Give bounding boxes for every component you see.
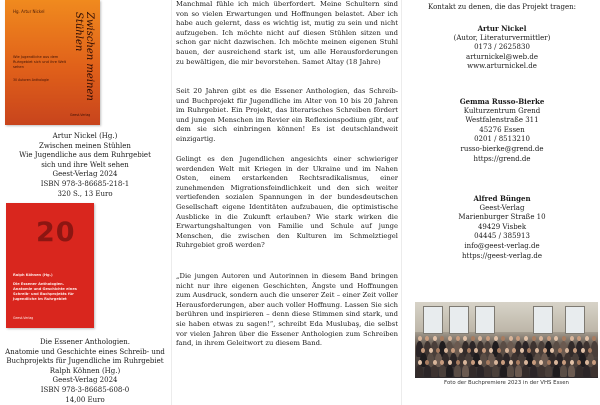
quote-paragraph: Manchmal fühle ich mich überfordert. Meine Schultern sind von so vielen Erwartungen und Hoffnungen belastet. Aber ich habe auch gelernt, dass es wichtig ist, mutig zu sein und nicht aufzugeben. Ich möchte nicht auf diesen Stühlen sitzen und schon gar nicht dazwischen. Ich möchte meinen eigenen Stuhl bauen, der ausreichend stark ist, um alle Herausforderungen zu bewältigen, die mir bevorstehen. Samet Altay (18 Jahre) — [176, 0, 398, 66]
photo-person-head — [573, 348, 577, 353]
contact-org: Kulturzentrum Grend — [463, 106, 541, 115]
photo-person-head — [448, 336, 452, 341]
photo-person-head — [429, 348, 433, 353]
photo-person-head — [440, 336, 444, 341]
photo-window — [565, 306, 585, 334]
photo-person — [469, 365, 476, 377]
photo-person — [454, 365, 461, 377]
contact-email-link[interactable]: russo-bierke@grend.de — [460, 144, 544, 153]
fold-line — [401, 0, 402, 405]
photo-person-head — [509, 360, 513, 365]
photo-person-head — [494, 336, 498, 341]
photo-person-head — [456, 360, 460, 365]
photo-person-head — [418, 336, 422, 341]
contact-gemma-russo-bierke — [404, 97, 600, 164]
photo-person-head — [558, 348, 562, 353]
contact-street: Marienburger Straße 10 — [458, 213, 546, 222]
photo-person-head — [532, 336, 536, 341]
photo-person-head — [562, 360, 566, 365]
book-info-1 — [0, 132, 170, 199]
photo-person-head — [425, 336, 429, 341]
contact-org: Geest-Verlag — [479, 203, 525, 212]
photo-person-head — [562, 336, 566, 341]
contact-website-link[interactable]: www.arturnickel.de — [467, 62, 537, 71]
contact-email-link[interactable]: arturnickel@web.de — [466, 52, 538, 61]
photo-person-head — [585, 336, 589, 341]
cover-subtitle: Wie Jugendliche aus dem Ruhrgebiet sich und ihre Welt sehen — [13, 55, 67, 69]
photo-person — [553, 365, 560, 377]
book-cover-essener-anthologien — [6, 203, 94, 328]
photo-person-head — [505, 348, 509, 353]
photo-person-head — [520, 348, 524, 353]
photo-person — [446, 365, 453, 377]
photo-person-head — [467, 348, 471, 353]
contact-alfred-buengen — [404, 194, 600, 261]
photo-person-head — [592, 336, 596, 341]
photo-person — [424, 365, 431, 377]
photo-person — [568, 365, 575, 377]
contact-city: 49429 Visbek — [477, 222, 527, 231]
photo-person — [522, 365, 529, 377]
photo-person-head — [463, 336, 467, 341]
book-info-line: 14,00 Euro — [65, 395, 105, 404]
photo-person-head — [524, 360, 528, 365]
photo-person — [545, 365, 552, 377]
book-cover-zwischen-meinen-stuehlen — [5, 0, 100, 125]
question-paragraph: Gelingt es den Jugendlichen angesichts einer schwieriger werdenden Welt mit Kriegen in der Ukraine und im Nahen Osten, einem erstarkenden Rechtsradikalismus, einer zunehmenden Migrationsfeindlichkeit und den sich weiter vertiefenden sozialen Spannungen in der bundesdeutschen Gesellschaft eigene Identitäten aufzubauen, die optimistische Ausblicke in die Zukunft erlauben? Wie stark wirken die Erwartungshaltungen von Familie und Schule auf junge Menschen, die zwischen den Kulturen im Schmelztiegel Ruhrgebiet groß werden? — [176, 155, 398, 250]
photo-person-head — [444, 348, 448, 353]
book-info-line: Geest-Verlag 2024 — [52, 376, 118, 385]
photo-person-head — [501, 336, 505, 341]
photo-person-head — [539, 336, 543, 341]
photo-person — [507, 365, 514, 377]
cover-editor: Ralph Köhnen (Hg.) — [13, 273, 53, 277]
photo-person-head — [433, 336, 437, 341]
book-info-line: Zwischen meinen Stühlen — [39, 141, 131, 150]
contact-email-link[interactable]: info@geest-verlag.de — [464, 241, 540, 250]
photo-person-head — [543, 348, 547, 353]
photo-window — [475, 306, 495, 334]
contact-city: 45276 Essen — [479, 125, 525, 134]
book-info-line: ISBN 978-3-86685-218-1 — [40, 179, 130, 188]
photo-person — [484, 365, 491, 377]
photo-person-head — [448, 360, 452, 365]
book-info-line: Wie Jugendliche aus dem Ruhrgebiet — [19, 151, 151, 160]
photo-person-head — [577, 336, 581, 341]
contact-name: Alfred Büngen — [473, 194, 531, 203]
photo-person-head — [482, 348, 486, 353]
photo-person — [591, 365, 598, 377]
photo-person — [500, 365, 507, 377]
photo-caption: Foto der Buchpremiere 2023 in der VHS Essen — [444, 380, 569, 386]
contact-phone: 0173 / 2625830 — [474, 43, 530, 52]
cover-title: Zwischen meinen Stühlen — [73, 12, 95, 101]
photo-person — [462, 365, 469, 377]
photo-person-head — [486, 360, 490, 365]
photo-person — [583, 365, 590, 377]
cover-note: 30 Autoren Anthologie — [13, 78, 49, 82]
contact-role: (Autor, Literaturvermittler) — [453, 33, 551, 42]
contact-phone: 0201 / 8513210 — [474, 135, 530, 144]
photo-person — [439, 365, 446, 377]
photo-person — [576, 365, 583, 377]
photo-person-head — [570, 360, 574, 365]
book-info-line: Artur Nickel (Hg.) — [52, 132, 118, 140]
photo-person-head — [486, 336, 490, 341]
book-info-line: Geest-Verlag 2024 — [52, 170, 118, 179]
photo-person-head — [471, 336, 475, 341]
photo-person-head — [547, 336, 551, 341]
photo-person — [530, 365, 537, 377]
contact-name: Gemma Russo-Bierke — [459, 97, 545, 106]
book-info-line: Buchprojekts für Jugendliche im Ruhrgebiet — [6, 357, 164, 366]
photo-person — [515, 365, 522, 377]
photo-person-head — [497, 348, 501, 353]
photo-person-head — [459, 348, 463, 353]
cover-author: Hg. Artur Nickel — [13, 9, 45, 14]
photo-window — [449, 306, 469, 334]
photo-person-head — [421, 348, 425, 353]
photo-person-head — [532, 360, 536, 365]
book-info-line: 320 S., 13 Euro — [57, 189, 113, 198]
cover-publisher: Geest-Verlag — [13, 316, 34, 320]
intro-paragraph: Seit 20 Jahren gibt es die Essener Anthologien, das Schreib- und Buchprojekt für Jugendliche im Alter von 10 bis 20 Jahren im Ruhrgebiet. Ein Projekt, das literarisches Schreiben fördert und jungen Menschen im Revier ein Reflexionspodium gibt, auf dem sie sich einbringen können! Es ist deutschlandweit einzigartig. — [176, 87, 398, 143]
photo-person — [416, 365, 423, 377]
photo-person-head — [570, 336, 574, 341]
photo-person — [431, 365, 438, 377]
contacts-heading: Kontakt zu denen, die das Projekt tragen: — [428, 3, 576, 11]
photo-person-head — [478, 336, 482, 341]
contact-phone: 04445 / 385913 — [474, 232, 530, 241]
cover-publisher: Geest-Verlag — [70, 113, 91, 117]
contact-website-link[interactable]: https://geest-verlag.de — [461, 251, 542, 260]
photo-person — [538, 365, 545, 377]
photo-person-head — [592, 360, 596, 365]
photo-person — [560, 365, 567, 377]
book-info-line: Anatomie und Geschichte eines Schreib- und — [5, 347, 165, 356]
photo-window — [533, 306, 553, 334]
photo-person — [477, 365, 484, 377]
photo-person-head — [509, 336, 513, 341]
photo-person-head — [471, 360, 475, 365]
photo-person-head — [456, 336, 460, 341]
photo-person-head — [418, 360, 422, 365]
photo-person-head — [547, 360, 551, 365]
photo-person-head — [494, 360, 498, 365]
book-info-line: Die Essener Anthologien. — [39, 338, 131, 346]
contact-artur-nickel — [404, 24, 600, 72]
photo-person-head — [433, 360, 437, 365]
photo-person — [492, 365, 499, 377]
photo-person-head — [585, 360, 589, 365]
photo-window — [423, 306, 443, 334]
book-info-line: sich und ihre Welt sehen — [41, 160, 129, 169]
book-info-line: Ralph Köhnen (Hg.) — [49, 366, 121, 375]
photo-person-head — [581, 348, 585, 353]
photo-crowd — [415, 332, 598, 378]
photo-person-head — [524, 336, 528, 341]
photo-person-head — [554, 336, 558, 341]
book-info-2 — [0, 338, 176, 405]
photo-person-head — [535, 348, 539, 353]
book-info-line: ISBN 978-3-86685-608-0 — [40, 385, 130, 394]
contact-street: Westfalenstraße 311 — [465, 116, 539, 125]
group-photo — [415, 302, 598, 378]
photo-person-head — [516, 336, 520, 341]
foreword-paragraph: „Die jungen Autoren und Autorinnen in diesem Band bringen nicht nur ihre eigenen Geschichten, Ängste und Hoffnungen zum Ausdruck, sondern auch die unserer Zeit – einer Zeit voller Herausforderungen, aber auch voller Hoffnung. Lassen Sie sich berühren und inspirieren – denn diese Stimmen sind stark, und sie haben etwas zu sagen!“, schreibt Eda Muslubaş, die selbst vor vielen Jahren über die Essener Anthologien zum Schreiben fand, in ihrem Geleitwort zu diesem Band. — [176, 272, 398, 348]
cover-number: 20 — [36, 217, 76, 248]
contact-name: Artur Nickel — [477, 24, 527, 33]
contact-website-link[interactable]: https://grend.de — [473, 154, 531, 163]
cover-title: Die Essener Anthologien. Anatomie und Geschichte eines Schreib- und Buchprojekts für Jugendliche im Ruhrgebiet — [13, 282, 77, 301]
